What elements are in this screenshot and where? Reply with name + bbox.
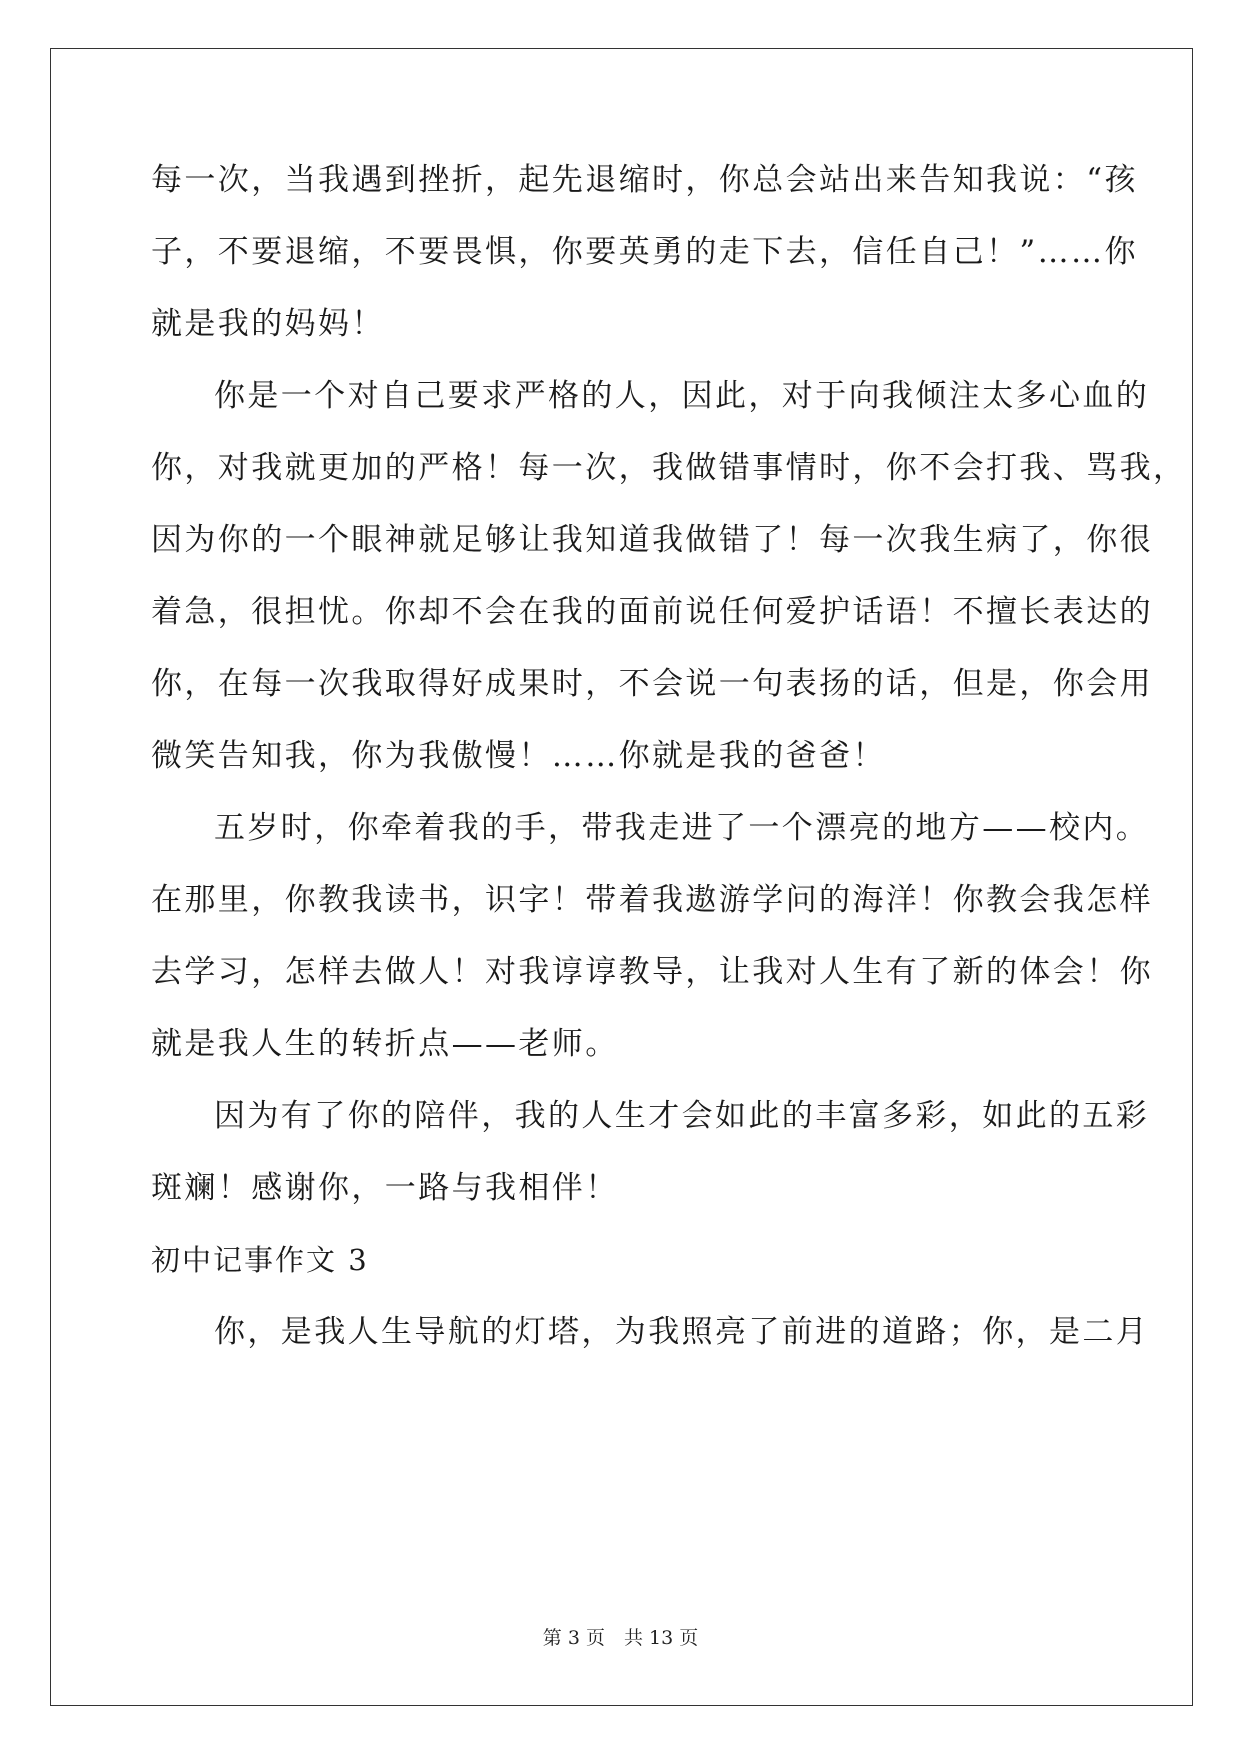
paragraph-first-line: 五岁时，你牵着我的手，带我走进了一个漂亮的地方——校内。: [214, 810, 1150, 846]
text-line: 子，不要退缩，不要畏惧，你要英勇的走下去，信任自己！”……你: [151, 234, 1138, 270]
text-line: 因为你的一个眼神就足够让我知道我做错了！每一次我生病了，你很: [151, 522, 1153, 558]
text-line: 着急，很担忧。你却不会在我的面前说任何爱护话语！不擅长表达的: [151, 594, 1153, 630]
page-border: [50, 48, 1193, 1706]
text-line: 斑斓！感谢你，一路与我相伴！: [151, 1170, 619, 1206]
paragraph-first-line: 你，是我人生导航的灯塔，为我照亮了前进的道路；你，是二月: [214, 1314, 1150, 1350]
text-line: 每一次，当我遇到挫折，起先退缩时，你总会站出来告知我说：“孩: [151, 162, 1138, 198]
text-line: 就是我人生的转折点——老师。: [151, 1026, 619, 1062]
text-line: 微笑告知我，你为我傲慢！……你就是我的爸爸！: [151, 738, 886, 774]
text-line: 你，在每一次我取得好成果时，不会说一句表扬的话，但是，你会用: [151, 666, 1153, 702]
page-number-label: 第 3 页 共 13 页: [542, 1627, 699, 1649]
text-line: 去学习，怎样去做人！对我谆谆教导，让我对人生有了新的体会！你: [151, 954, 1153, 990]
text-line: 在那里，你教我读书，识字！带着我遨游学问的海洋！你教会我怎样: [151, 882, 1153, 918]
paragraph-first-line: 因为有了你的陪伴，我的人生才会如此的丰富多彩，如此的五彩: [214, 1098, 1150, 1134]
paragraph-first-line: 你是一个对自己要求严格的人，因此，对于向我倾注太多心血的: [214, 378, 1150, 414]
text-line: 就是我的妈妈！: [151, 306, 385, 342]
page-footer: [0, 1626, 1241, 1650]
section-heading: 初中记事作文 3: [151, 1243, 369, 1277]
text-line: 你，对我就更加的严格！每一次，我做错事情时，你不会打我、骂我，: [151, 450, 1187, 486]
